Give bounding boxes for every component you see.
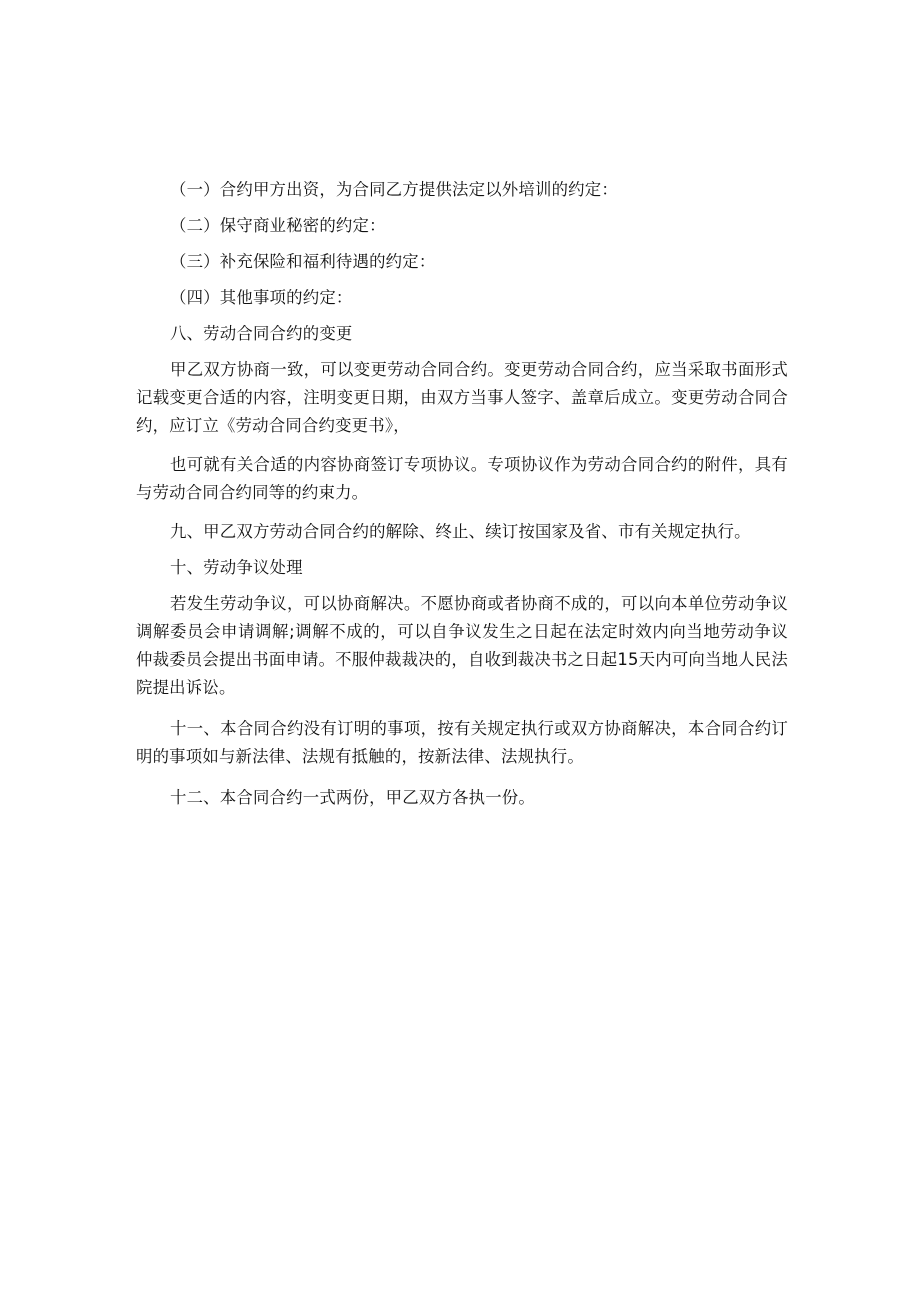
paragraph-special-agreement: 也可就有关合适的内容协商签订专项协议。专项协议作为劳动合同合约的附件，具有与劳动合同合约同等的约束力。 bbox=[136, 455, 788, 502]
clause-insurance-benefits: （三）补充保险和福利待遇的约定： bbox=[170, 252, 436, 271]
section-termination-renewal: 九、甲乙双方劳动合同合约的解除、终止、续订按国家及省、市有关规定执行。 bbox=[170, 522, 751, 541]
clause-trade-secrets: （二）保守商业秘密的约定： bbox=[170, 216, 386, 235]
section-heading-labor-dispute: 十、劳动争议处理 bbox=[170, 558, 303, 577]
clause-training: （一）合约甲方出资，为合同乙方提供法定以外培训的约定： bbox=[170, 180, 618, 199]
paragraph-contract-change: 甲乙双方协商一致，可以变更劳动合同合约。变更劳动合同合约，应当采取书面形式记载变更合适的内容，注明变更日期，由双方当事人签字、盖章后成立。变更劳动合同合约，应订立《劳动合同合约变更书》， bbox=[136, 360, 788, 435]
clause-other-matters: （四）其他事项的约定： bbox=[170, 288, 353, 307]
section-copies: 十二、本合同合约一式两份，甲乙双方各执一份。 bbox=[170, 788, 535, 807]
paragraph-labor-dispute: 若发生劳动争议，可以协商解决。不愿协商或者协商不成的，可以向本单位劳动争议调解委员会申请调解;调解不成的，可以自争议发生之日起在法定时效内向当地劳动争议仲裁委员会提出书面申请。不服仲裁裁决的，自收到裁决书之日起15天内可向当地人民法院提出诉讼。 bbox=[136, 594, 788, 697]
document-body bbox=[136, 176, 788, 812]
section-unspecified-matters: 十一、本合同合约没有订明的事项，按有关规定执行或双方协商解决，本合同合约订明的事项如与新法律、法规有抵触的，按新法律、法规执行。 bbox=[136, 719, 788, 766]
section-heading-contract-change: 八、劳动合同合约的变更 bbox=[170, 324, 353, 343]
